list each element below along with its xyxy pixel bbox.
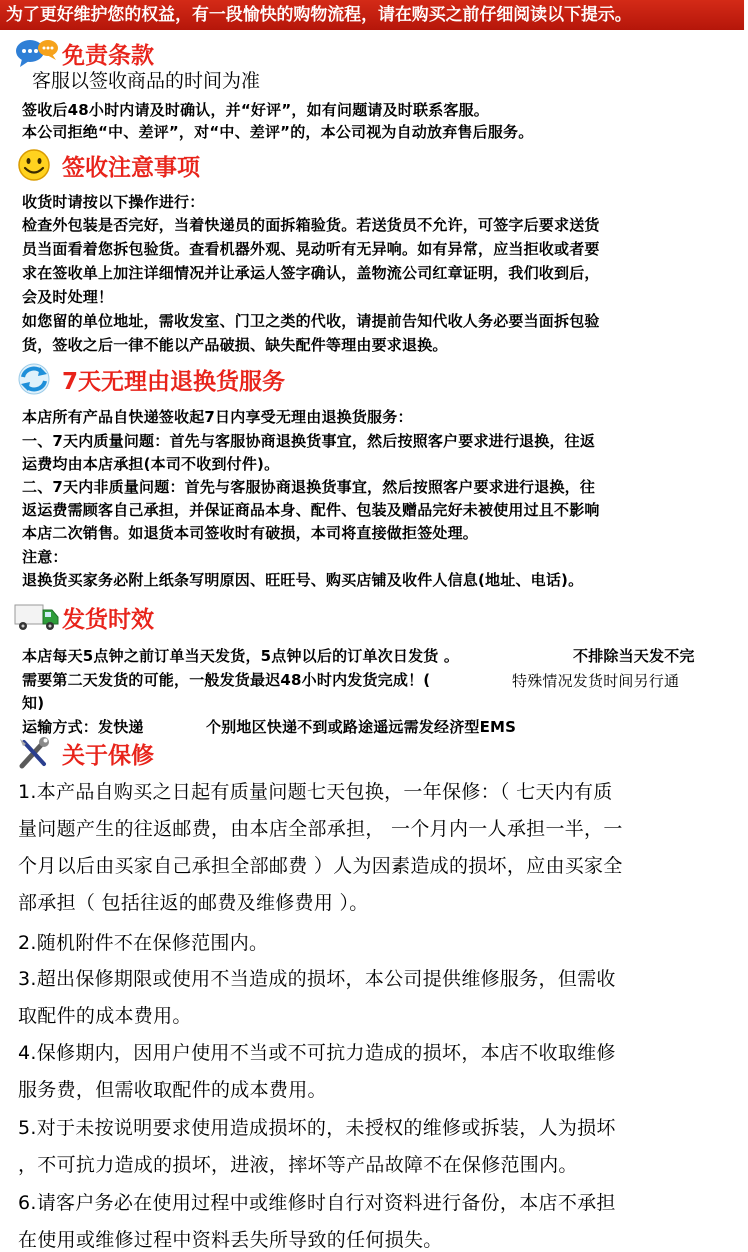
warranty-line: 2.随机附件不在保修范围内。	[18, 932, 269, 954]
disclaimer-heading	[14, 36, 154, 70]
signing-title: 签收注意事项	[62, 154, 200, 181]
shipping-line: 不排除当天发不完	[573, 647, 695, 665]
shipping-line: 特殊情况发货时间另行通	[512, 672, 680, 690]
refresh-icon	[14, 362, 60, 396]
warranty-line: 4.保修期内，因用户使用不当或不可抗力造成的损坏，本店不收取维修	[18, 1042, 616, 1064]
signing-line: 会及时处理！	[22, 288, 114, 306]
chat-bubbles-icon	[14, 36, 60, 70]
signing-line: 如您留的单位地址，需收发室、门卫之类的代收，请提前告知代收人务必要当面拆包验	[22, 312, 600, 330]
shipping-line: 个别地区快递不到或路途遥远需发经济型EMS	[206, 718, 517, 736]
signing-line: 检查外包装是否完好，当着快递员的面拆箱验货。若送货员不允许，可签字后要求送货	[22, 216, 600, 234]
shipping-line: 需要第二天发货的可能，一般发货最迟48小时内发货完成！(	[22, 671, 431, 689]
top-banner: 为了更好维护您的权益，有一段愉快的购物流程，请在购买之前仔细阅读以下提示。	[0, 0, 744, 30]
warranty-line: 服务费，但需收取配件的成本费用。	[18, 1079, 327, 1101]
warranty-line: 在使用或维修过程中资料丢失所导致的任何损失。	[18, 1229, 443, 1251]
warranty-heading	[14, 736, 154, 770]
warranty-line: 5.对于未按说明要求使用造成损坏的，未授权的维修或拆装，人为损坏	[18, 1117, 616, 1139]
warranty-line: 量问题产生的往返邮费，由本店全部承担， 一个月内一人承担一半，一	[18, 818, 623, 840]
disclaimer-title: 免责条款	[62, 42, 154, 69]
returns-title: 7天无理由退换货服务	[62, 368, 286, 395]
smiley-icon	[14, 148, 60, 182]
returns-line: 二、7天内非质量问题：首先与客服协商退换货事宜，然后按照客户要求进行退换，往	[22, 478, 596, 496]
disclaimer-subtitle: 客服以签收商品的时间为准	[32, 70, 261, 92]
disclaimer-line: 签收后48小时内请及时确认，并“好评”，如有问题请及时联系客服。	[22, 101, 489, 119]
warranty-line: 6.请客户务必在使用过程中或维修时自行对资料进行备份，本店不承担	[18, 1192, 616, 1214]
signing-line: 收货时请按以下操作进行：	[22, 193, 205, 211]
shipping-heading	[14, 600, 154, 634]
disclaimer-line: 本公司拒绝“中、差评”，对“中、差评”的，本公司视为自动放弃售后服务。	[22, 123, 534, 141]
signing-line: 员当面看着您拆包验货。查看机器外观、晃动听有无异响。如有异常，应当拒收或者要	[22, 240, 600, 258]
signing-line: 货，签收之后一律不能以产品破损、缺失配件等理由要求退换。	[22, 336, 448, 354]
returns-line: 运费均由本店承担(本司不收到付件)。	[22, 455, 280, 473]
returns-line: 一、7天内质量问题：首先与客服协商退换货事宜，然后按照客户要求进行退换，往返	[22, 432, 596, 450]
warranty-line: 1.本产品自购买之日起有质量问题七天包换，一年保修：（ 七天内有质	[18, 781, 613, 803]
warranty-line: 3.超出保修期限或使用不当造成的损坏，本公司提供维修服务，但需收	[18, 968, 616, 990]
returns-heading	[14, 362, 285, 396]
signing-line: 求在签收单上加注详细情况并让承运人签字确认，盖物流公司红章证明，我们收到后，	[22, 264, 600, 282]
returns-line: 本店二次销售。如退货本司签收时有破损，本司将直接做拒签处理。	[22, 524, 479, 542]
warranty-line: 部承担（ 包括往返的邮费及维修费用 ）。	[18, 892, 369, 914]
shipping-title: 发货时效	[62, 606, 154, 633]
returns-line: 本店所有产品自快递签收起7日内享受无理由退换货服务：	[22, 408, 413, 426]
returns-line: 退换货买家务必附上纸条写明原因、旺旺号、购买店铺及收件人信息(地址、电话)。	[22, 571, 584, 589]
returns-line: 注意：	[22, 548, 68, 566]
warranty-line: 个月以后由买家自己承担全部邮费 ）人为因素造成的损坏，应由买家全	[18, 855, 623, 877]
wrench-screwdriver-icon	[14, 736, 60, 770]
warranty-line: 取配件的成本费用。	[18, 1005, 192, 1027]
warranty-title: 关于保修	[62, 742, 154, 769]
signing-heading	[14, 148, 200, 182]
truck-icon	[14, 600, 60, 634]
shipping-line: 本店每天5点钟之前订单当天发货，5点钟以后的订单次日发货 。	[22, 647, 460, 665]
shipping-line: 运输方式：发快递	[22, 718, 144, 736]
returns-line: 返运费需顾客自己承担，并保证商品本身、配件、包装及赠品完好未被使用过且不影响	[22, 501, 600, 519]
warranty-line: ，不可抗力造成的损坏，进液，摔坏等产品故障不在保修范围内。	[18, 1154, 578, 1176]
shipping-line: 知)	[22, 694, 45, 712]
